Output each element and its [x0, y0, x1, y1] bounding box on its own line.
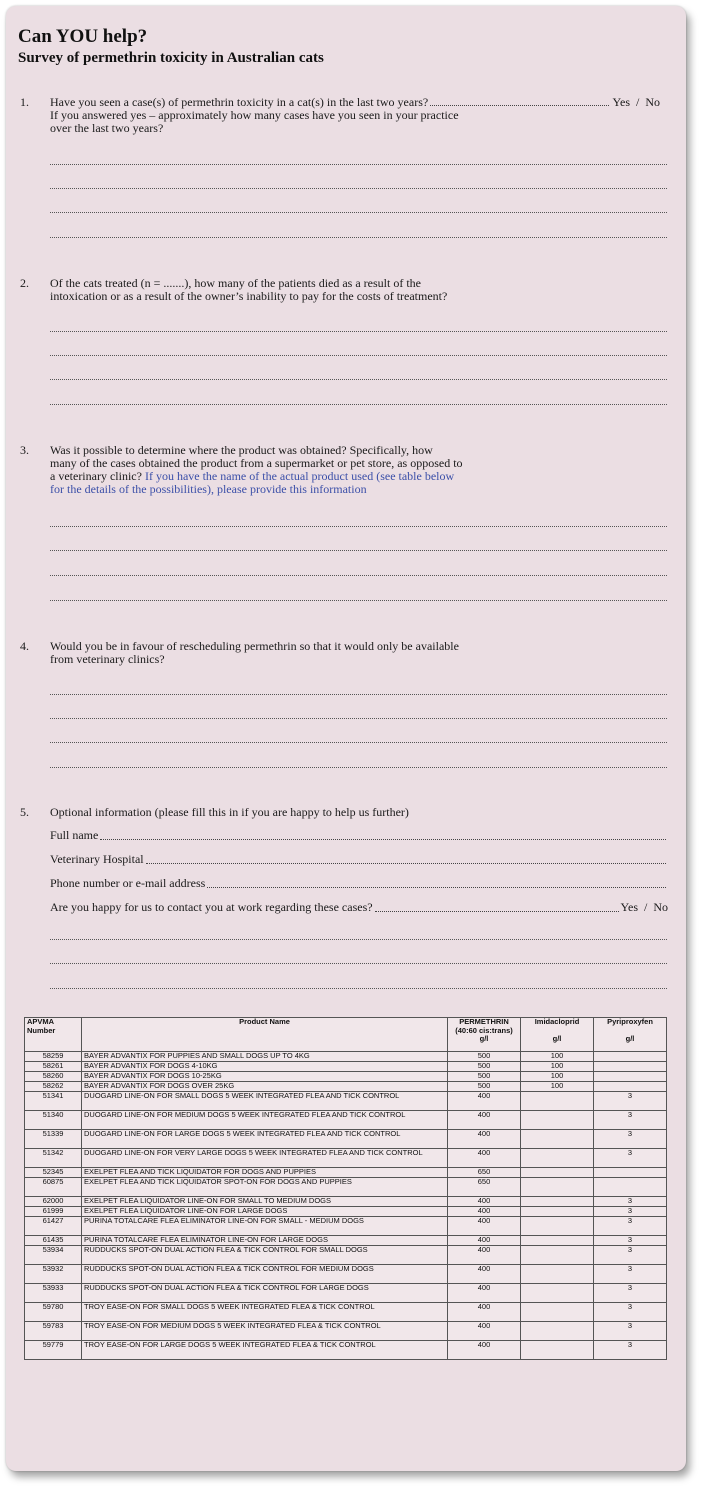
- product-name-cell: EXELPET FLEA LIQUIDATOR LINE-ON FOR LARGE DOGS: [82, 1207, 448, 1217]
- question-note: If you have the name of the actual product used (see table below: [144, 469, 455, 483]
- answer-line[interactable]: [50, 331, 667, 332]
- pyriproxyfen-cell: 3: [594, 1236, 667, 1246]
- apvma-number-cell: 61999: [25, 1207, 82, 1217]
- product-name-cell: BAYER ADVANTIX FOR DOGS 4-10KG: [82, 1062, 448, 1072]
- permethrin-cell: 400: [448, 1197, 521, 1207]
- answer-line[interactable]: [50, 694, 667, 695]
- apvma-number-cell: 51340: [25, 1111, 82, 1130]
- table-row: [25, 1149, 667, 1168]
- product-name-cell: RUDDUCKS SPOT-ON DUAL ACTION FLEA & TICK CONTROL FOR LARGE DOGS: [82, 1284, 448, 1303]
- imidacloprid-cell: [521, 1197, 594, 1207]
- answer-line[interactable]: [50, 939, 667, 940]
- question-text: from veterinary clinics?: [50, 652, 165, 666]
- question-4: [20, 640, 660, 666]
- table-row: [25, 1322, 667, 1341]
- pyriproxyfen-cell: 3: [594, 1284, 667, 1303]
- apvma-number-cell: 58259: [25, 1052, 82, 1062]
- apvma-number-cell: 59780: [25, 1303, 82, 1322]
- question-text: Was it possible to determine where the product was obtained? Specifically, how: [50, 443, 433, 457]
- imidacloprid-cell: [521, 1284, 594, 1303]
- permethrin-cell: 500: [448, 1082, 521, 1092]
- table-row: [25, 1130, 667, 1149]
- table-row: [25, 1168, 667, 1178]
- table-row: [25, 1197, 667, 1207]
- apvma-number-cell: 61435: [25, 1236, 82, 1246]
- pyriproxyfen-cell: 3: [594, 1111, 667, 1130]
- pyriproxyfen-cell: 3: [594, 1322, 667, 1341]
- table-row: [25, 1236, 667, 1246]
- apvma-number-cell: 51339: [25, 1130, 82, 1149]
- apvma-number-cell: 59783: [25, 1322, 82, 1341]
- product-name-cell: BAYER ADVANTIX FOR DOGS OVER 25KG: [82, 1082, 448, 1092]
- apvma-number-cell: 53933: [25, 1284, 82, 1303]
- imidacloprid-cell: [521, 1178, 594, 1197]
- product-name-cell: BAYER ADVANTIX FOR DOGS 10-25KG: [82, 1072, 448, 1082]
- answer-line[interactable]: [50, 718, 667, 719]
- question-number: 1.: [20, 95, 29, 109]
- imidacloprid-cell: [521, 1246, 594, 1265]
- answer-line[interactable]: [50, 600, 667, 601]
- imidacloprid-cell: [521, 1303, 594, 1322]
- pyriproxyfen-cell: 3: [594, 1217, 667, 1236]
- apvma-number-cell: 62000: [25, 1197, 82, 1207]
- answer-line[interactable]: [50, 237, 667, 238]
- dotted-leader: [430, 105, 608, 106]
- page-subtitle: Survey of permethrin toxicity in Australian cats: [18, 50, 324, 66]
- field-label: Phone number or e-mail address: [50, 876, 206, 890]
- answer-line[interactable]: [50, 355, 667, 356]
- product-name-cell: EXELPET FLEA AND TICK LIQUIDATOR FOR DOGS AND PUPPIES: [82, 1168, 448, 1178]
- question-number: 2.: [20, 276, 29, 290]
- product-name-cell: BAYER ADVANTIX FOR PUPPIES AND SMALL DOGS UP TO 4KG: [82, 1052, 448, 1062]
- table-row: [25, 1062, 667, 1072]
- contact-permission-row: [50, 900, 668, 915]
- product-name-cell: DUOGARD LINE-ON FOR VERY LARGE DOGS 5 WEEK INTEGRATED FLEA AND TICK CONTROL: [82, 1149, 448, 1168]
- permethrin-cell: 400: [448, 1265, 521, 1284]
- apvma-number-cell: 59779: [25, 1341, 82, 1360]
- pyriproxyfen-cell: 3: [594, 1197, 667, 1207]
- answer-line[interactable]: [50, 404, 667, 405]
- apvma-number-cell: 61427: [25, 1217, 82, 1236]
- pyriproxyfen-cell: [594, 1052, 667, 1062]
- field-label: Are you happy for us to contact you at work regarding these cases?: [50, 900, 373, 914]
- permethrin-cell: 500: [448, 1052, 521, 1062]
- field-label: Veterinary Hospital: [50, 852, 144, 866]
- product-name-cell: TROY EASE-ON FOR SMALL DOGS 5 WEEK INTEGRATED FLEA & TICK CONTROL: [82, 1303, 448, 1322]
- contact-field[interactable]: [50, 876, 668, 891]
- imidacloprid-cell: [521, 1207, 594, 1217]
- permethrin-cell: 650: [448, 1168, 521, 1178]
- permethrin-cell: 400: [448, 1130, 521, 1149]
- permethrin-cell: 500: [448, 1062, 521, 1072]
- product-name-cell: PURINA TOTALCARE FLEA ELIMINATOR LINE-ON FOR SMALL - MEDIUM DOGS: [82, 1217, 448, 1236]
- table-row: [25, 1072, 667, 1082]
- question-number: 3.: [20, 443, 29, 457]
- answer-line[interactable]: [50, 164, 667, 165]
- question-text: If you answered yes – approximately how many cases have you seen in your practice: [50, 108, 459, 122]
- full-name-field[interactable]: [50, 828, 668, 843]
- apvma-number-cell: 58260: [25, 1072, 82, 1082]
- imidacloprid-cell: 100: [521, 1072, 594, 1082]
- table-row: [25, 1284, 667, 1303]
- answer-line[interactable]: [50, 526, 667, 527]
- question-text: Would you be in favour of rescheduling permethrin so that it would only be available: [50, 639, 459, 653]
- table-row: [25, 1217, 667, 1236]
- imidacloprid-cell: 100: [521, 1082, 594, 1092]
- pyriproxyfen-cell: 3: [594, 1130, 667, 1149]
- table-row: [25, 1207, 667, 1217]
- question-number: 4.: [20, 639, 29, 653]
- permethrin-cell: 400: [448, 1322, 521, 1341]
- permethrin-cell: 400: [448, 1092, 521, 1111]
- apvma-number-cell: 51342: [25, 1149, 82, 1168]
- imidacloprid-cell: 100: [521, 1052, 594, 1062]
- product-name-cell: EXELPET FLEA AND TICK LIQUIDATOR SPOT-ON FOR DOGS AND PUPPIES: [82, 1178, 448, 1197]
- apvma-number-cell: 58261: [25, 1062, 82, 1072]
- product-name-cell: DUOGARD LINE-ON FOR SMALL DOGS 5 WEEK INTEGRATED FLEA AND TICK CONTROL: [82, 1092, 448, 1111]
- question-number: 5.: [20, 805, 29, 819]
- question-text: Optional information (please fill this in if you are happy to help us further): [50, 805, 409, 819]
- product-name-cell: RUDDUCKS SPOT-ON DUAL ACTION FLEA & TICK CONTROL FOR SMALL DOGS: [82, 1246, 448, 1265]
- question-5: [20, 806, 660, 819]
- imidacloprid-cell: [521, 1111, 594, 1130]
- pyriproxyfen-cell: [594, 1178, 667, 1197]
- answer-line[interactable]: [50, 550, 667, 551]
- answer-line[interactable]: [50, 988, 667, 989]
- pyriproxyfen-cell: 3: [594, 1303, 667, 1322]
- imidacloprid-cell: [521, 1149, 594, 1168]
- product-name-cell: TROY EASE-ON FOR MEDIUM DOGS 5 WEEK INTEGRATED FLEA & TICK CONTROL: [82, 1322, 448, 1341]
- permethrin-cell: 650: [448, 1178, 521, 1197]
- answer-line[interactable]: [50, 379, 667, 380]
- table-row: [25, 1178, 667, 1197]
- question-2: [20, 277, 660, 303]
- apvma-number-cell: 60875: [25, 1178, 82, 1197]
- pyriproxyfen-cell: 3: [594, 1207, 667, 1217]
- table-header-row: [25, 1018, 667, 1052]
- permethrin-cell: 400: [448, 1111, 521, 1130]
- permethrin-cell: 400: [448, 1207, 521, 1217]
- pyriproxyfen-cell: 3: [594, 1149, 667, 1168]
- answer-line[interactable]: [50, 212, 667, 213]
- column-header: Pyriproxyfen g/l: [594, 1018, 667, 1052]
- field-label: Full name: [50, 828, 99, 842]
- pyriproxyfen-cell: [594, 1082, 667, 1092]
- table-row: [25, 1246, 667, 1265]
- table-row: [25, 1265, 667, 1284]
- permethrin-cell: 400: [448, 1217, 521, 1236]
- question-text: Have you seen a case(s) of permethrin toxicity in a cat(s) in the last two years?: [50, 95, 429, 109]
- table-row: [25, 1341, 667, 1360]
- pyriproxyfen-cell: [594, 1168, 667, 1178]
- column-header: Product Name: [82, 1018, 448, 1052]
- answer-line[interactable]: [50, 742, 667, 743]
- table-row: [25, 1082, 667, 1092]
- answer-line[interactable]: [50, 767, 667, 768]
- yes-no-choice[interactable]: Yes / No: [612, 95, 660, 109]
- permethrin-cell: 500: [448, 1072, 521, 1082]
- yes-no-choice[interactable]: Yes / No: [620, 900, 668, 914]
- imidacloprid-cell: [521, 1322, 594, 1341]
- product-name-cell: DUOGARD LINE-ON FOR LARGE DOGS 5 WEEK INTEGRATED FLEA AND TICK CONTROL: [82, 1130, 448, 1149]
- permethrin-cell: 400: [448, 1284, 521, 1303]
- question-note: for the details of the possibilities), please provide this information: [50, 482, 367, 496]
- pyriproxyfen-cell: 3: [594, 1092, 667, 1111]
- imidacloprid-cell: 100: [521, 1062, 594, 1072]
- table-row: [25, 1303, 667, 1322]
- product-name-cell: EXELPET FLEA LIQUIDATOR LINE-ON FOR SMALL TO MEDIUM DOGS: [82, 1197, 448, 1207]
- product-name-cell: PURINA TOTALCARE FLEA ELIMINATOR LINE-ON FOR LARGE DOGS: [82, 1236, 448, 1246]
- answer-line[interactable]: [50, 575, 667, 576]
- column-header: APVMA Number: [25, 1018, 82, 1052]
- imidacloprid-cell: [521, 1168, 594, 1178]
- permethrin-cell: 400: [448, 1303, 521, 1322]
- question-3: [20, 444, 660, 496]
- apvma-number-cell: 58262: [25, 1082, 82, 1092]
- table-row: [25, 1052, 667, 1062]
- question-text: many of the cases obtained the product from a supermarket or pet store, as opposed to: [50, 456, 463, 470]
- imidacloprid-cell: [521, 1265, 594, 1284]
- apvma-number-cell: 51341: [25, 1092, 82, 1111]
- imidacloprid-cell: [521, 1130, 594, 1149]
- imidacloprid-cell: [521, 1236, 594, 1246]
- product-name-cell: RUDDUCKS SPOT-ON DUAL ACTION FLEA & TICK CONTROL FOR MEDIUM DOGS: [82, 1265, 448, 1284]
- permethrin-cell: 400: [448, 1149, 521, 1168]
- pyriproxyfen-cell: [594, 1062, 667, 1072]
- product-name-cell: DUOGARD LINE-ON FOR MEDIUM DOGS 5 WEEK INTEGRATED FLEA AND TICK CONTROL: [82, 1111, 448, 1130]
- apvma-number-cell: 52345: [25, 1168, 82, 1178]
- product-name-cell: TROY EASE-ON FOR LARGE DOGS 5 WEEK INTEGRATED FLEA & TICK CONTROL: [82, 1341, 448, 1360]
- product-table: [24, 1017, 667, 1360]
- question-text: Of the cats treated (n = .......), how many of the patients died as a result of the: [50, 276, 421, 290]
- pyriproxyfen-cell: [594, 1072, 667, 1082]
- column-header: PERMETHRIN (40:60 cis:trans) g/l: [448, 1018, 521, 1052]
- pyriproxyfen-cell: 3: [594, 1341, 667, 1360]
- permethrin-cell: 400: [448, 1341, 521, 1360]
- veterinary-hospital-field[interactable]: [50, 852, 668, 867]
- column-header: Imidacloprid g/l: [521, 1018, 594, 1052]
- question-text: over the last two years?: [50, 121, 164, 135]
- imidacloprid-cell: [521, 1217, 594, 1236]
- question-1: [20, 96, 660, 135]
- apvma-number-cell: 53934: [25, 1246, 82, 1265]
- imidacloprid-cell: [521, 1341, 594, 1360]
- question-text: a veterinary clinic?: [50, 469, 145, 483]
- pyriproxyfen-cell: 3: [594, 1265, 667, 1284]
- page-title: Can YOU help?: [18, 26, 148, 47]
- permethrin-cell: 400: [448, 1246, 521, 1265]
- question-text: intoxication or as a result of the owner’s inability to pay for the costs of treatment?: [50, 289, 448, 303]
- pyriproxyfen-cell: 3: [594, 1246, 667, 1265]
- apvma-number-cell: 53932: [25, 1265, 82, 1284]
- answer-line[interactable]: [50, 963, 667, 964]
- table-row: [25, 1111, 667, 1130]
- permethrin-cell: 400: [448, 1236, 521, 1246]
- answer-line[interactable]: [50, 188, 667, 189]
- imidacloprid-cell: [521, 1092, 594, 1111]
- table-row: [25, 1092, 667, 1111]
